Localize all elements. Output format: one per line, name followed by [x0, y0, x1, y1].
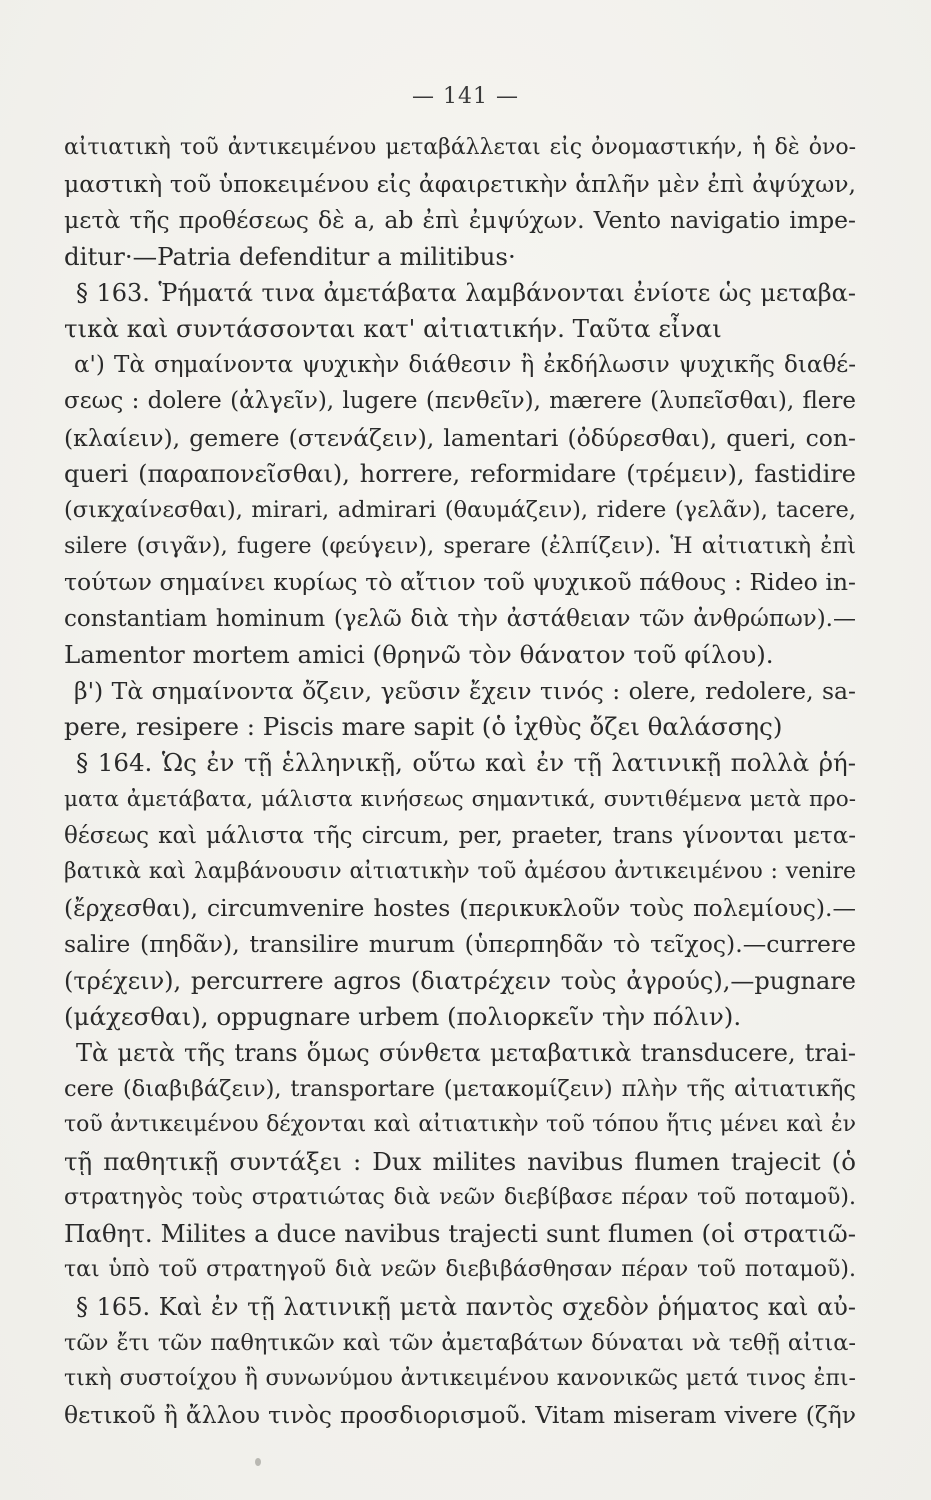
text-line: τῶν ἔτι τῶν παθητικῶν καὶ τῶν ἀμεταβάτων δύναται νὰ τεθῇ αἰτια-: [64, 1329, 856, 1356]
text-line: § 165. Καὶ ἐν τῇ λατινικῇ μετὰ παντὸς σχεδὸν ῥήματος καὶ αὐ-: [76, 1292, 856, 1321]
text-line: βατικὰ καὶ λαμβάνουσιν αἰτιατικὴν τοῦ ἀμέσου ἀντικειμένου : venire: [64, 859, 856, 885]
text-line: τικὰ καὶ συντάσσονται κατ' αἰτιατικήν. Ταῦτα εἶναι: [64, 314, 722, 344]
text-line: queri (παραπονεῖσθαι), horrere, reformidare (τρέμειν), fastidire: [64, 459, 856, 488]
text-line: α') Τὰ σημαίνοντα ψυχικὴν διάθεσιν ἢ ἐκδήλωσιν ψυχικῆς διαθέ-: [74, 352, 856, 379]
text-line: τικὴ συστοίχου ἢ συνωνύμου ἀντικειμένου κανονικῶς μετά τινος ἐπι-: [64, 1365, 856, 1391]
text-line: στρατηγὸς τοὺς στρατιώτας διὰ νεῶν διεβίβασε πέραν τοῦ ποταμοῦ).: [64, 1184, 856, 1210]
text-line: μαστικὴ τοῦ ὑποκειμένου εἰς ἀφαιρετικὴν ἁπλῆν μὲν ἐπὶ ἀψύχων,: [64, 170, 856, 199]
page-number: — 141 —: [412, 84, 519, 109]
text-line: β') Τὰ σημαίνοντα ὄζειν, γεῦσιν ἔχειν τινός : olere, redolere, sa-: [74, 677, 856, 706]
text-line: σεως : dolere (ἀλγεῖν), lugere (πενθεῖν), mærere (λυπεῖσθαι), flere: [64, 388, 856, 415]
text-line: silere (σιγᾶν), fugere (φεύγειν), sperare (ἐλπίζειν). Ἡ αἰτιατικὴ ἐπὶ: [64, 533, 856, 560]
text-line: § 164. Ὡς ἐν τῇ ἑλληνικῇ, οὕτω καὶ ἐν τῇ λατινικῇ πολλὰ ῥή-: [76, 748, 856, 778]
text-line: Τὰ μετὰ τῆς trans ὅμως σύνθετα μεταβατικὰ transducere, trai-: [76, 1039, 856, 1068]
text-line: pere, resipere : Piscis mare sapit (ὁ ἰχθὺς ὄζει θαλάσσης): [64, 712, 783, 742]
body-text: [64, 130, 856, 1433]
text-line: (μάχεσθαι), oppugnare urbem (πολιορκεῖν τὴν πόλιν).: [64, 1001, 742, 1031]
text-line: αἰτιατικὴ τοῦ ἀντικειμένου μεταβάλλεται εἰς ὀνομαστικήν, ἡ δὲ ὀνο-: [64, 135, 856, 160]
text-line: ται ὑπὸ τοῦ στρατηγοῦ διὰ νεῶν διεβιβάσθησαν πέραν τοῦ ποταμοῦ).: [64, 1257, 856, 1283]
text-line: (τρέχειν), percurrere agros (διατρέχειν τοὺς ἀγρούς),—pugnare: [64, 966, 856, 995]
text-line: θετικοῦ ἢ ἄλλου τινὸς προσδιορισμοῦ. Vitam miseram vivere (ζῆν: [64, 1401, 856, 1430]
text-line: ditur·—Patria defenditur a militibus·: [64, 241, 516, 271]
text-line: salire (πηδᾶν), transilire murum (ὑπερπηδᾶν τὸ τεῖχος).—currere: [64, 930, 856, 959]
text-line: (κλαίειν), gemere (στενάζειν), lamentari (ὀδύρεσθαι), queri, con-: [64, 423, 856, 452]
text-line: (σικχαίνεσθαι), mirari, admirari (θαυμάζειν), ridere (γελᾶν), tacere,: [64, 497, 856, 524]
text-line: cere (διαβιβάζειν), transportare (μετακομίζειν) πλὴν τῆς αἰτιατικῆς: [64, 1076, 856, 1103]
text-line: constantiam hominum (γελῶ διὰ τὴν ἀστάθειαν τῶν ἀνθρώπων).—: [64, 605, 856, 632]
text-line: τῇ παθητικῇ συντάξει : Dux milites navibus flumen trajecit (ὁ: [64, 1146, 856, 1176]
text-line: Παθητ. Milites a duce navibus trajecti sunt flumen (οἱ στρατιῶ-: [64, 1219, 856, 1249]
text-line: μετὰ τῆς προθέσεως δὲ a, ab ἐπὶ ἐμψύχων. Vento navigatio impe-: [64, 206, 856, 235]
text-line: θέσεως καὶ μάλιστα τῆς circum, per, praeter, trans γίνονται μετα-: [64, 822, 856, 849]
ink-smudge: [255, 1458, 261, 1466]
text-line: τούτων σημαίνει κυρίως τὸ αἴτιον τοῦ ψυχικοῦ πάθους : Rideo in-: [64, 568, 856, 597]
text-line: § 163. Ῥήματά τινα ἀμετάβατα λαμβάνονται ἐνίοτε ὡς μεταβα-: [76, 278, 856, 307]
text-line: (ἔρχεσθαι), circumvenire hostes (περικυκλοῦν τοὺς πολεμίους).—: [64, 894, 856, 923]
text-line: τοῦ ἀντικειμένου δέχονται καὶ αἰτιατικὴν τοῦ τόπου ἥτις μένει καὶ ἐν: [64, 1112, 856, 1138]
text-line: Lamentor mortem amici (θρηνῶ τὸν θάνατον τοῦ φίλου).: [64, 639, 774, 669]
text-line: ματα ἀμετάβατα, μάλιστα κινήσεως σημαντικά, συντιθέμενα μετὰ προ-: [64, 786, 856, 812]
